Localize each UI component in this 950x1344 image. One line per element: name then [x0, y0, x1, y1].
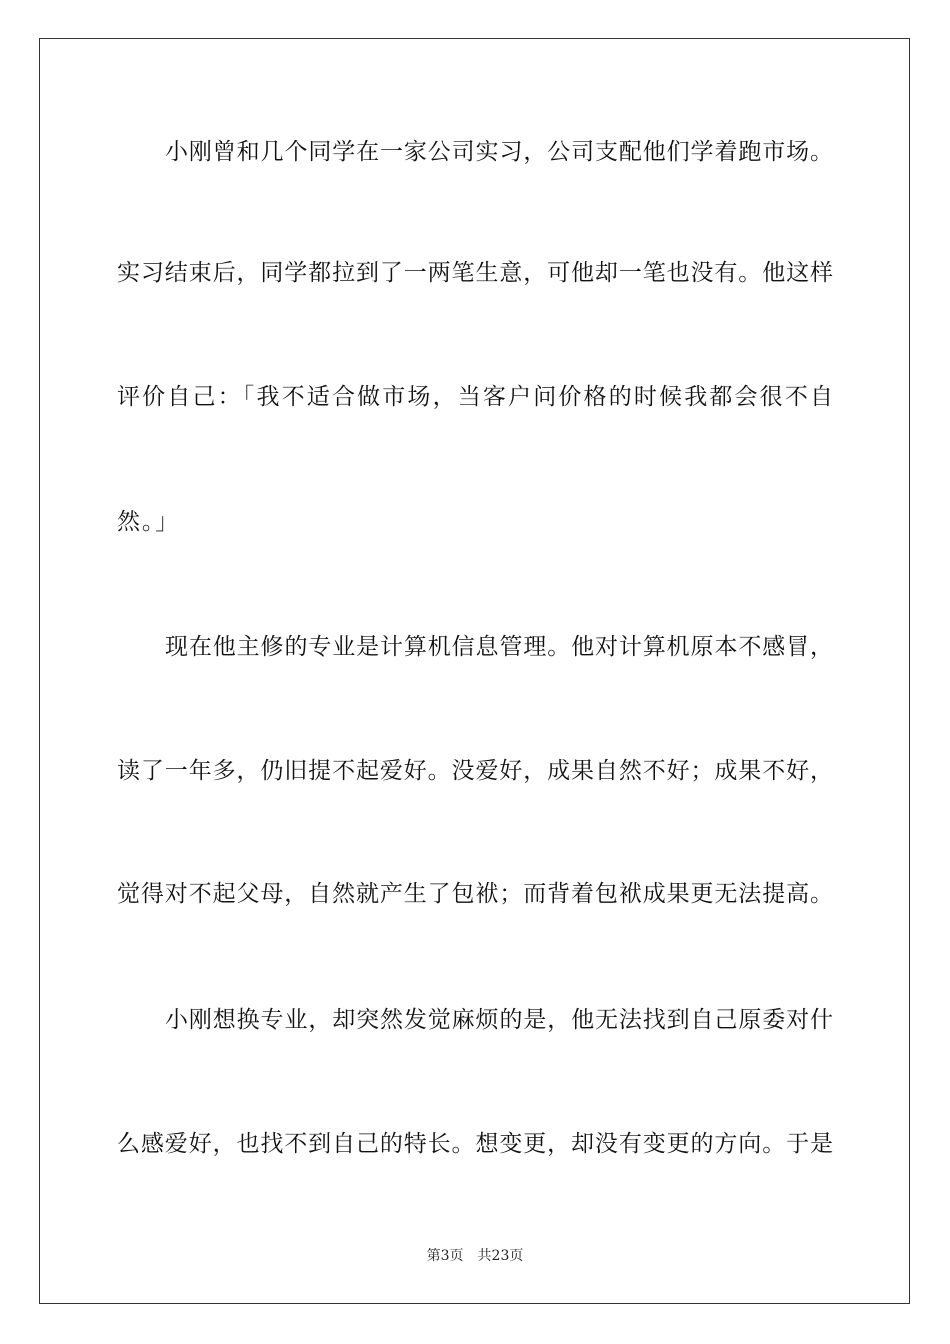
page-border [39, 38, 910, 1304]
page-total: 共23页 [477, 1248, 524, 1264]
page-number: 第3页 [426, 1248, 464, 1264]
paragraph-line: 现在他主修的专业是计算机信息管理。他对计算机原本不感冒， [165, 634, 833, 660]
paragraph-line: 觉得对不起父母，自然就产生了包袱；而背着包袱成果更无法提高。 [117, 881, 833, 907]
paragraph-line: 实习结束后，同学都拉到了一两笔生意，可他却一笔也没有。他这样 [117, 260, 833, 286]
paragraph-line: 评价自己：「我不适合做市场，当客户问价格的时候我都会很不自 [117, 384, 833, 410]
paragraph-line: 然。」 [117, 509, 181, 535]
page-footer [0, 1247, 950, 1265]
paragraph-line: 么感爱好，也找不到自己的特长。想变更，却没有变更的方向。于是 [117, 1131, 833, 1157]
paragraph-line: 小刚想换专业，却突然发觉麻烦的是，他无法找到自己原委对什 [165, 1007, 833, 1033]
paragraph-line: 读了一年多，仍旧提不起爱好。没爱好，成果自然不好；成果不好， [117, 758, 833, 784]
paragraph-line: 小刚曾和几个同学在一家公司实习，公司支配他们学着跑市场。 [165, 139, 833, 165]
